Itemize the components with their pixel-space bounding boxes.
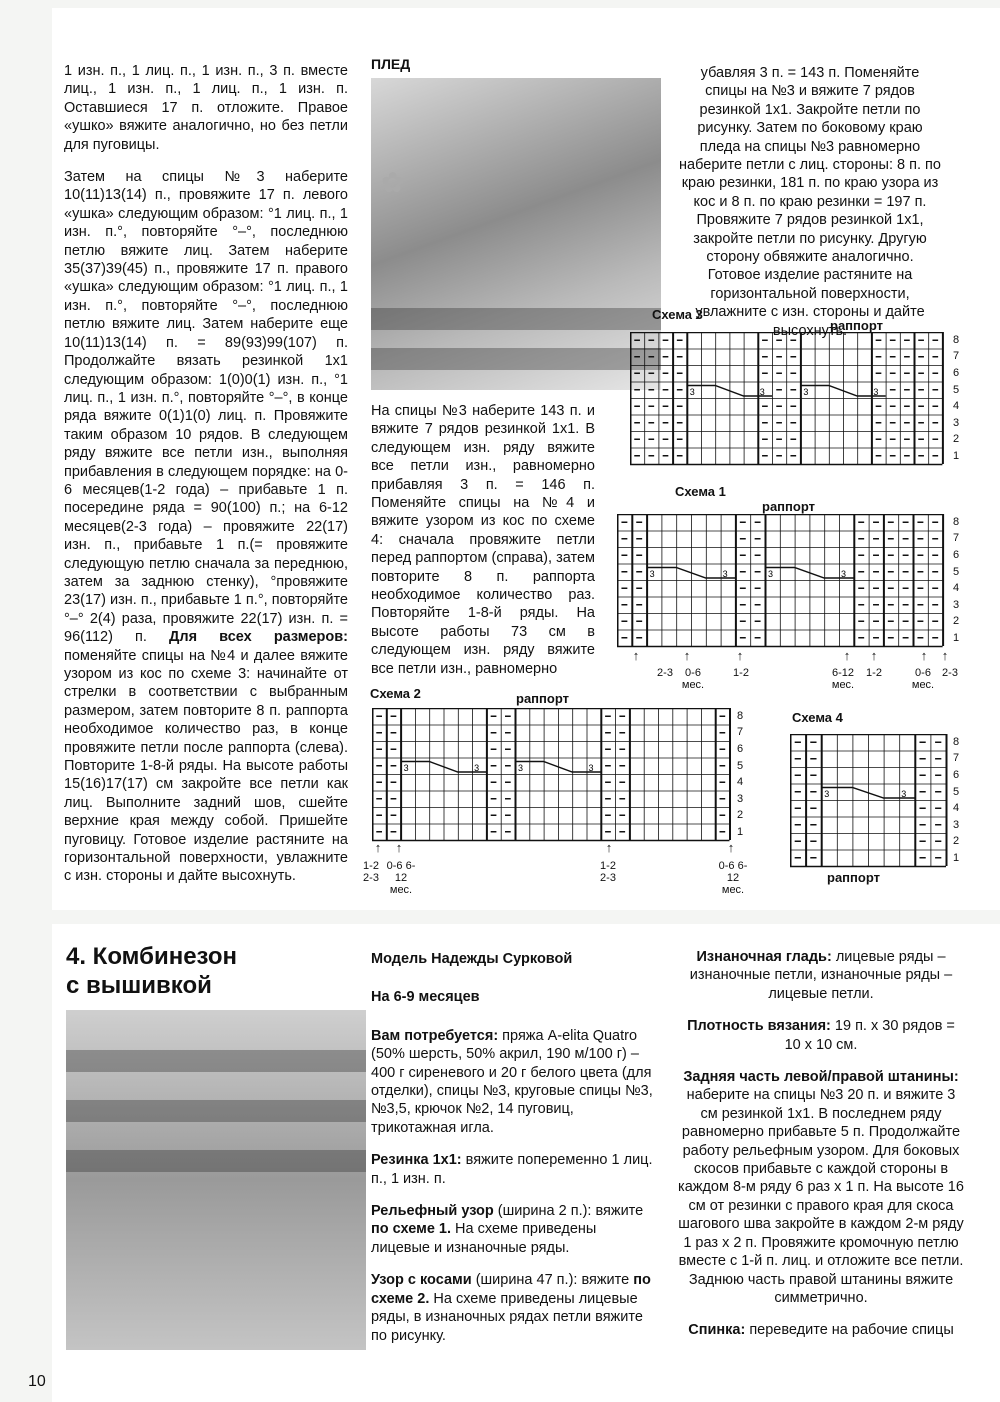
scheme3-grid bbox=[630, 332, 950, 466]
jumpsuit-photo bbox=[66, 1010, 366, 1350]
cable-pattern: Узор с косами (ширина 47 п.): вяжите по схеме 2. На схеме приведены лицевые ряды, в изнаночных рядах петли вяжите по рисунку. bbox=[371, 1272, 651, 1344]
cable-label: 3 bbox=[649, 569, 655, 579]
scheme1-grid bbox=[617, 514, 947, 648]
rose-icon: ✿ bbox=[381, 167, 405, 198]
cable-label: 3 bbox=[824, 789, 830, 799]
left-text-column bbox=[64, 62, 348, 886]
right-text-column: убавляя 3 п. = 143 п. Поменяйте спицы на №3 и вяжите 7 рядов резинкой 1х1. Закройте петли по рисунку. Затем по боковому краю пледа на спицы №3 равномерно наберите петли с лиц. стороны: 8 п. по краю резинки, 181 п. по краю узора из кос и 8 п. по краю резинки = 197 п. Провяжите 7 рядов резинкой 1х1, закройте петли по рисунку. Другую сторону обвяжите аналогично. Готовое изделие растяните на горизонтальной поверхности, увлажните с изн. стороны и дайте высохнуть. bbox=[679, 65, 941, 339]
paragraph: 1 изн. п., 1 лиц. п., 1 изн. п., 3 п. вместе лиц., 1 изн. п., 1 лиц. п., 1 изн. п. Оставшиеся 17 п. отложите. Правое «ушко» вяжите аналогично, но без петли для пуговицы. bbox=[64, 63, 348, 153]
section-title: 4. Комбинезон с вышивкой bbox=[66, 943, 238, 999]
back-leg: Задняя часть левой/правой штанины: наберите на спицы №3 20 п. и вяжите 3 см резинкой 1х1. В последнем ряду равномерно прибавьте 5 п. Продолжайте работу рельефным узором. Для боковых скосов прибавьте с каждой стороны в каждом 8-м ряду 6 раз х 1 п. На высоте 16 см от резинки с правого края для скоса шагового шва закройте в каждом 2-м ряду 1 раз х 2 п. Провяжите кромочную петлю вместе с 1-й п. лиц. и отложите все петли. Заднюю часть правой штанины вяжите симметрично. bbox=[678, 1069, 964, 1306]
rib-pattern: Резинка 1х1: вяжите попеременно 1 лиц. п., 1 изн. п. bbox=[371, 1152, 653, 1187]
scheme4-grid bbox=[790, 734, 950, 868]
cable-label: 3 bbox=[403, 763, 409, 773]
back-part: Спинка: переведите на рабочие спицы bbox=[688, 1322, 954, 1339]
cable-label: 3 bbox=[689, 387, 695, 397]
cable-label: 3 bbox=[588, 763, 594, 773]
scheme1-rapport: раппорт bbox=[762, 499, 815, 514]
cable-label: 3 bbox=[474, 763, 480, 773]
scheme3-rapport: раппорт bbox=[830, 318, 883, 333]
relief-pattern: Рельефный узор (ширина 2 п.): вяжите по схеме 1. На схеме приведены лицевые и изнаночные ряды. bbox=[371, 1203, 644, 1256]
size: На 6-9 месяцев bbox=[371, 989, 480, 1006]
cable-label: 3 bbox=[768, 569, 774, 579]
baby-photo bbox=[371, 78, 661, 390]
cable-label: 3 bbox=[841, 569, 847, 579]
paragraph: Затем на спицы №3 наберите 10(11)13(14) п., провяжите 17 п. левого «ушка» следующим образом: °1 лиц. п., 1 изн. п.°, повторяйте °–°, последнюю петлю вяжите лиц. Затем наберите 35(37)39(45) п., провяжите 17 п. правого «ушка» следующим образом: °1 лиц. п., 1 изн. п.°, повторяйте °–°, последнюю петлю вяжите лиц. Затем наберите еще 10(11)13(14) п. = 89(93)99(107) п. Продолжайте вязать резинкой 1х1 следующим образом: 1(0)0(1) изн. п., °1 лиц. п., 1 изн. п.°, повторяйте °–°, в конце ряда вяжите 0(1)1(0) лиц. п. Провяжите таким образом 10 рядов. В следующем ряду вяжите все петли изн., выполняя прибавления в следующем порядке: на 0-6 месяцев(1-2 года) – прибавьте 1 п. посередине ряда = 90(100) п.; на 6-12 месяцев(2-3 года) – провяжите 22(17) изн. п., прибавьте 1 п.(= провяжите следующую петлю сначала за переднюю, затем за заднюю стенку), °провяжите 23(17) изн. п., прибавьте 1 п.°, повторяйте °–° 2(4) раза, провяжите 22(17) изн. п. = 96(112) п. Для всех размеров: поменяйте спицы на №4 и далее вяжите узором из кос по схеме 3: начинайте от стрелки в соответствии с выбранным размером, затем повторите 8 п. раппорта необходимое количество раз, в конце провяжите петли после раппорта (слева). Повторите 1-8-й ряды. На высоте работы 15(16)17(17) см закройте все петли как лиц. Выполните задний шов, сшейте верхние края между собой. Пришейте пуговицу. Готовое изделие растяните на горизонтальной поверхности, увлажните с изн. стороны и дайте высохнуть. bbox=[64, 169, 349, 885]
cable-label: 3 bbox=[901, 789, 907, 799]
purl-stitch: Изнаночная гладь: лицевые ряды – изнаночные петли, изнаночные ряды – лицевые петли. bbox=[689, 949, 953, 1002]
gauge: Плотность вязания: 19 п. х 30 рядов = 10 х 10 см. bbox=[687, 1018, 955, 1053]
pled-heading: ПЛЕД bbox=[371, 56, 411, 72]
materials: Вам потребуется: пряжа A-elita Quatro (50% шерсть, 50% акрил, 190 м/100 г) – 400 г сиреневого и 20 г белого цвета (для отделки), спицы №3, круговые спицы №3, №3,5, крючок №2, 14 пуговиц, трикотажная игла. bbox=[371, 1027, 653, 1136]
section4-column2 bbox=[371, 950, 659, 1359]
scheme2-grid bbox=[372, 708, 732, 842]
page-number: 10 bbox=[28, 1373, 46, 1390]
scheme4-title: Схема 4 bbox=[792, 710, 843, 725]
scheme4-rapport: раппорт bbox=[827, 870, 880, 885]
scheme2-rapport: раппорт bbox=[516, 691, 569, 706]
scheme3-title: Схема 3 bbox=[652, 307, 703, 322]
cable-label: 3 bbox=[722, 569, 728, 579]
cable-label: 3 bbox=[759, 387, 765, 397]
cable-label: 3 bbox=[518, 763, 524, 773]
model-author: Модель Надежды Сурковой bbox=[371, 951, 573, 967]
pled-text: На спицы №3 наберите 143 п. и вяжите 7 рядов резинкой 1х1. В следующем изн. ряду вяжите все петли изн., равномерно прибавляя 3 п. = 146 п. Поменяйте спицы на №4 и вяжите узором из кос по схеме 4: сначала провяжите петли перед раппортом (справа), затем повторите 8 п. раппорта необходимое количество раз. Повторяйте 1-8-й ряды. На высоте работы 73 см в следующем изн. ряду вяжите все петли изн., равномерно bbox=[371, 403, 595, 677]
scheme1-title: Схема 1 bbox=[675, 484, 726, 499]
scheme2-title: Схема 2 bbox=[370, 686, 421, 701]
cable-label: 3 bbox=[873, 387, 879, 397]
cable-label: 3 bbox=[803, 387, 809, 397]
section4-column3 bbox=[678, 948, 964, 1354]
